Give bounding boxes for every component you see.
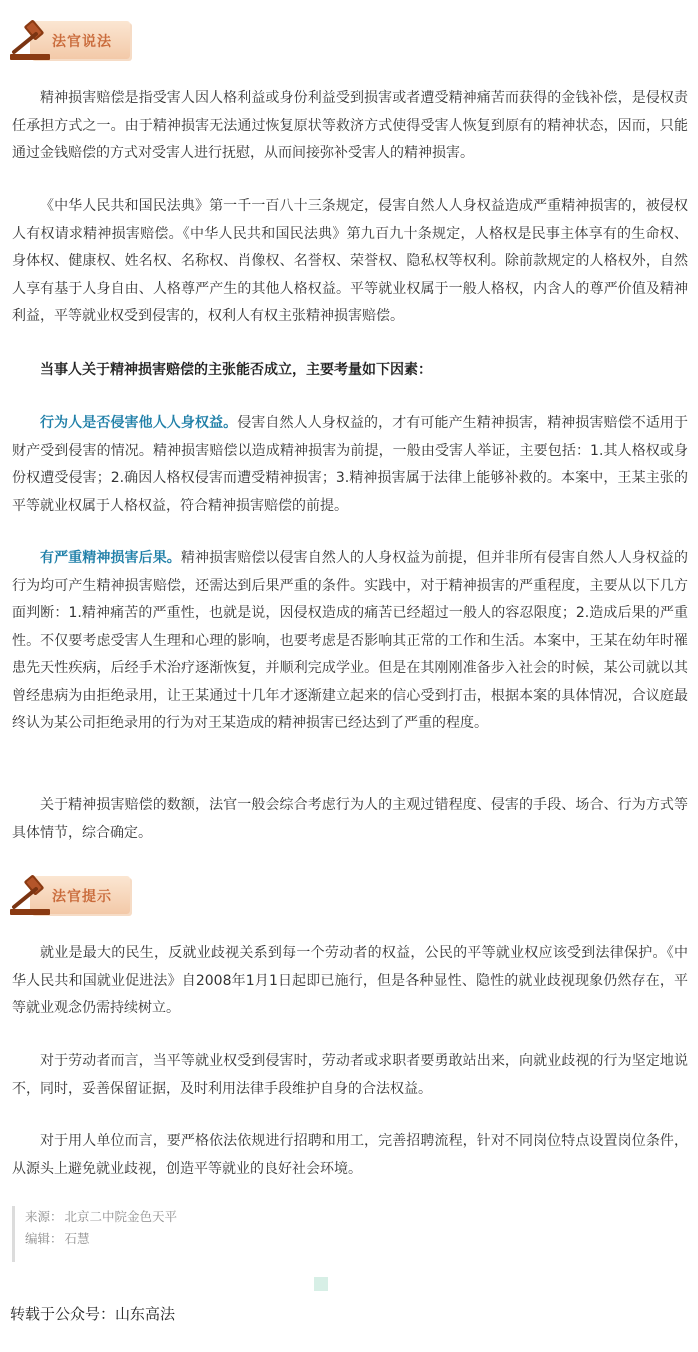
paragraph-factor-2 <box>12 545 688 738</box>
paragraph-employment: 就业是最大的民生，反就业歧视关系到每一个劳动者的权益，公民的平等就业权应该受到法律保护。《中华人民共和国就业促进法》自2008年1月1日起即已施行，但是各种显性、隐性的就业歧视现象仍然存在，平等就业观念仍需持续树立。 <box>12 945 688 1016</box>
paragraph-employers: 对于用人单位而言，要严格依法依规进行招聘和用工，完善招聘流程，针对不同岗位特点设置岗位条件，从源头上避免就业歧视，创造平等就业的良好社会环境。 <box>12 1133 688 1177</box>
factor-1-text: 侵害自然人人身权益的，才有可能产生精神损害，精神损害赔偿不适用于财产受到侵害的情况。精神损害赔偿以造成精神损害为前提，一般由受害人举证，主要包括：1.其人格权或身份权遭受侵害；2.确因人格权侵害而遭受精神损害；3.精神损害属于法律上能够补救的。本案中，王某主张的平等就业权属于人格权益，符合精神损害赔偿的前提。 <box>12 415 689 514</box>
section-badge-judge-says <box>8 18 130 64</box>
source-label: 来源： <box>25 1209 63 1224</box>
factor-2-text: 精神损害赔偿以侵害自然人的人身权益为前提，但并非所有侵害自然人人身权益的行为均可产生精神损害赔偿，还需达到后果严重的条件。实践中，对于精神损害的严重程度，主要从以下几方面判断：1.精神痛苦的严重性，也就是说，因侵权造成的痛苦已经超过一般人的容忍限度；2.造成后果的严重性。不仅要考虑受害人生理和心理的影响，也要考虑是否影响其正常的工作和生活。本案中，王某在幼年时罹患先天性疾病，后经手术治疗逐渐恢复，并顺利完成学业。但是在其刚刚准备步入社会的时候，某公司就以其曾经患病为由拒绝录用，让王某通过十几年才逐渐建立起来的信心受到打击，根据本案的具体情况，合议庭最终认为某公司拒绝录用的行为对王某造成的精神损害已经达到了严重的程度。 <box>12 550 688 731</box>
source-block <box>12 1206 312 1262</box>
editor-value: 石慧 <box>64 1231 90 1246</box>
paragraph-definition: 精神损害赔偿是指受害人因人格利益或身份利益受到损害或者遭受精神痛苦而获得的金钱补偿，是侵权责任承担方式之一。由于精神损害无法通过恢复原状等救济方式使得受害人恢复到原有的精神状态，因而，只能通过金钱赔偿的方式对受害人进行抚慰，从而间接弥补受害人的精神损害。 <box>12 90 688 161</box>
source-value: 北京二中院金色天平 <box>64 1209 178 1224</box>
factor-1-highlight: 行为人是否侵害他人人身权益。 <box>40 415 238 431</box>
editor-label: 编辑： <box>25 1231 63 1246</box>
paragraph-civil-code: 《中华人民共和国民法典》第一千一百八十三条规定，侵害自然人人身权益造成严重精神损害的，被侵权人有权请求精神损害赔偿。《中华人民共和国民法典》第九百九十条规定，人格权是民事主体享有的生命权、身体权、健康权、姓名权、名称权、肖像权、名誉权、荣誉权、隐私权等权利。除前款规定的人格权外，自然人享有基于人身自由、人格尊严产生的其他人格权益。平等就业权属于一般人格权，内含人的尊严价值及精神利益，平等就业权受到侵害的，权利人有权主张精神损害赔偿。 <box>12 198 688 324</box>
paragraph-amount: 关于精神损害赔偿的数额，法官一般会综合考虑行为人的主观过错程度、侵害的手段、场合、行为方式等具体情节，综合确定。 <box>12 797 688 841</box>
factor-2-highlight: 有严重精神损害后果。 <box>40 550 181 566</box>
source-line <box>25 1206 312 1228</box>
paragraph-factors-intro: 当事人关于精神损害赔偿的主张能否成立，主要考量如下因素： <box>40 362 432 378</box>
paragraph-factor-1 <box>12 410 688 520</box>
repost-note: 转载于公众号：山东高法 <box>10 1305 176 1323</box>
badge-label: 法官说法 <box>52 34 112 50</box>
editor-line <box>25 1228 312 1250</box>
decorative-square <box>314 1277 328 1291</box>
badge-label: 法官提示 <box>52 889 112 905</box>
section-badge-judge-tips <box>8 873 130 919</box>
paragraph-workers: 对于劳动者而言，当平等就业权受到侵害时，劳动者或求职者要勇敢站出来，向就业歧视的行为坚定地说不，同时，妥善保留证据，及时利用法律手段维护自身的合法权益。 <box>12 1053 688 1097</box>
